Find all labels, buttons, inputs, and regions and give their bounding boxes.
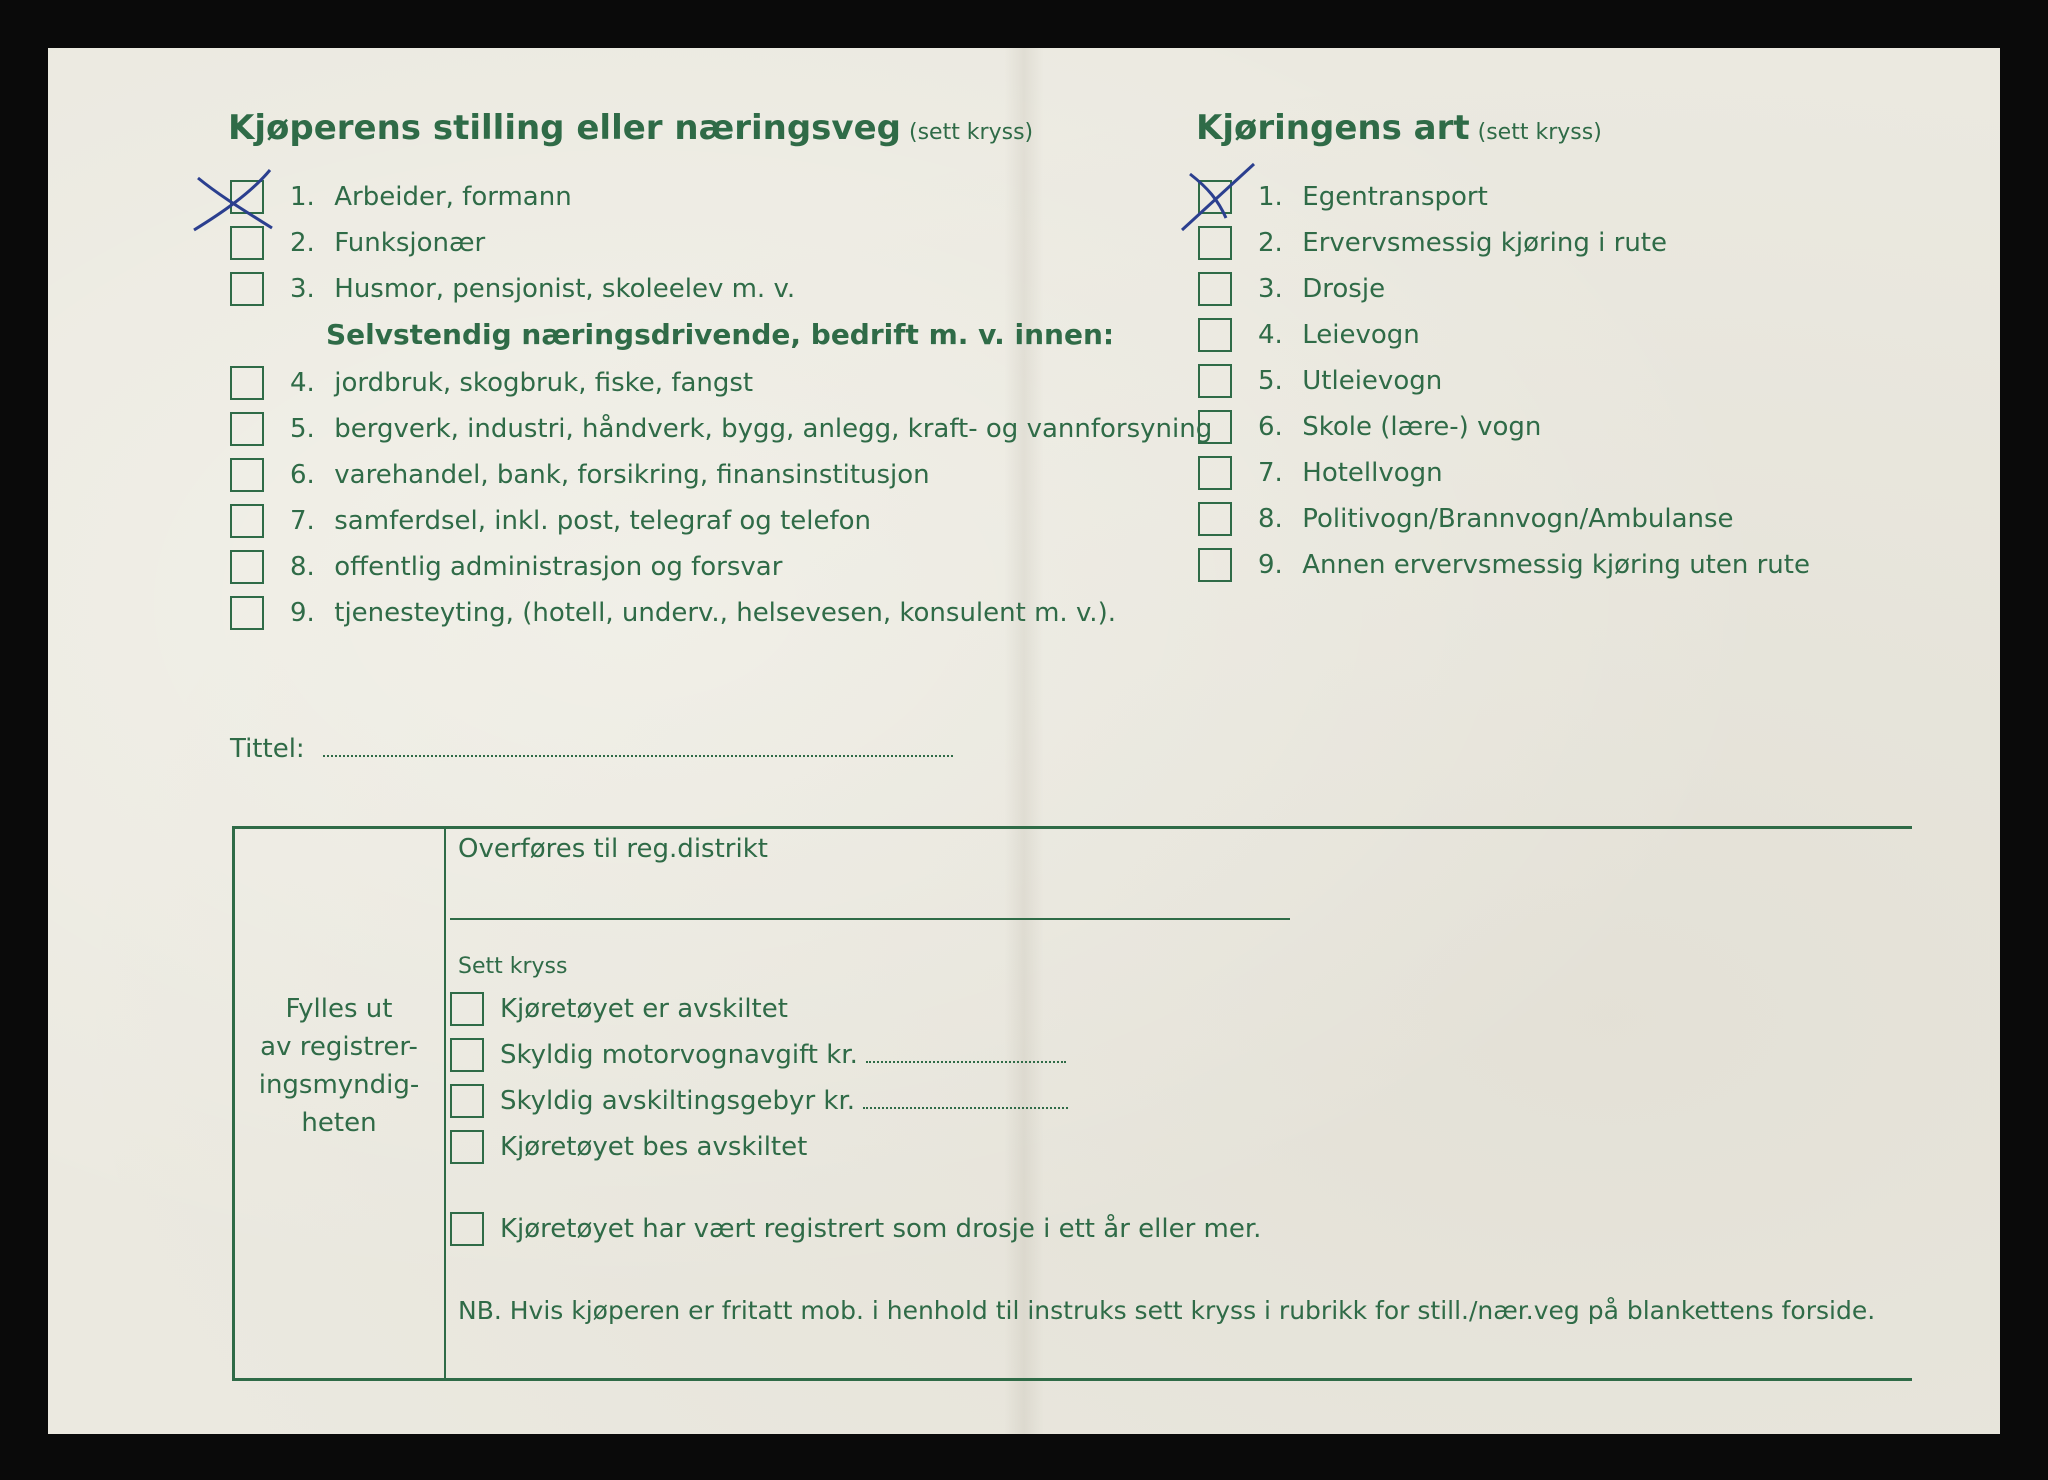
checkbox[interactable] bbox=[230, 458, 264, 492]
pen-cross-icon bbox=[1180, 160, 1264, 234]
option-label: tjenesteyting, (hotell, underv., helsevesen, konsulent m. v.). bbox=[334, 598, 1116, 628]
option-label: Politivogn/Brannvogn/Ambulanse bbox=[1302, 504, 1734, 534]
registry-column-divider bbox=[444, 826, 446, 1381]
checkbox[interactable] bbox=[1198, 410, 1232, 444]
option-number: 6. bbox=[290, 460, 315, 490]
checkbox[interactable] bbox=[1198, 272, 1232, 306]
buyer-occupation-heading bbox=[228, 108, 1033, 148]
option-label: Arbeider, formann bbox=[334, 182, 572, 212]
option-number: 6. bbox=[1258, 412, 1283, 442]
option-number: 2. bbox=[1258, 228, 1283, 258]
driving-type-heading-text: Kjøringens art bbox=[1196, 108, 1470, 148]
option-number: 1. bbox=[290, 182, 315, 212]
option-label: varehandel, bank, forsikring, finansinstitusjon bbox=[334, 460, 930, 490]
checkbox[interactable] bbox=[1198, 456, 1232, 490]
checkbox[interactable] bbox=[450, 1084, 484, 1118]
checkbox[interactable] bbox=[230, 226, 264, 260]
amount-dotted-line[interactable] bbox=[866, 1043, 1066, 1063]
checkbox[interactable] bbox=[1198, 548, 1232, 582]
option-label: offentlig administrasjon og forsvar bbox=[334, 552, 783, 582]
option-label: Skyldig avskiltingsgebyr kr. bbox=[500, 1086, 856, 1116]
checkbox[interactable] bbox=[230, 272, 264, 306]
nb-note: NB. Hvis kjøperen er fritatt mob. i henhold til instruks sett kryss i rubrikk for still./nær.veg på blankettens forside. bbox=[458, 1296, 1876, 1325]
side-label-line: av registrer- bbox=[260, 1032, 418, 1062]
amount-dotted-line[interactable] bbox=[863, 1089, 1068, 1109]
option-label: Utleievogn bbox=[1302, 366, 1443, 396]
option-number: 4. bbox=[290, 368, 315, 398]
option-number: 2. bbox=[290, 228, 315, 258]
option-label: Drosje bbox=[1302, 274, 1386, 304]
title-label: Tittel: bbox=[230, 734, 305, 764]
driving-type-heading bbox=[1196, 108, 1602, 148]
option-label: Hotellvogn bbox=[1302, 458, 1443, 488]
registry-side-label bbox=[234, 990, 444, 1142]
option-label: bergverk, industri, håndverk, bygg, anlegg, kraft- og vannforsyning bbox=[334, 414, 1213, 444]
option-number: 5. bbox=[1258, 366, 1283, 396]
checkbox[interactable] bbox=[1198, 318, 1232, 352]
checkbox[interactable] bbox=[230, 366, 264, 400]
registry-bottom-border bbox=[232, 1378, 1912, 1381]
checkbox[interactable] bbox=[230, 550, 264, 584]
option-number: 1. bbox=[1258, 182, 1283, 212]
registry-top-border bbox=[232, 826, 1912, 829]
option-number: 9. bbox=[290, 598, 315, 628]
transfer-label: Overføres til reg.distrikt bbox=[458, 834, 768, 864]
checkbox[interactable] bbox=[230, 596, 264, 630]
buyer-occupation-heading-note: (sett kryss) bbox=[908, 120, 1034, 145]
option-label: Annen ervervsmessig kjøring uten rute bbox=[1302, 550, 1810, 580]
checkbox[interactable] bbox=[450, 1130, 484, 1164]
option-label: Skole (lære-) vogn bbox=[1302, 412, 1542, 442]
option-label: Kjøretøyet bes avskiltet bbox=[500, 1132, 808, 1162]
checkbox[interactable] bbox=[450, 1212, 484, 1246]
checkbox[interactable] bbox=[450, 1038, 484, 1072]
option-label: Husmor, pensjonist, skoleelev m. v. bbox=[334, 274, 796, 304]
checkbox[interactable] bbox=[230, 504, 264, 538]
option-number: 5. bbox=[290, 414, 315, 444]
checkbox[interactable] bbox=[1198, 226, 1232, 260]
option-label: Egentransport bbox=[1302, 182, 1488, 212]
title-dotted-line bbox=[323, 737, 953, 757]
option-number: 3. bbox=[290, 274, 315, 304]
option-number: 4. bbox=[1258, 320, 1283, 350]
checkbox[interactable] bbox=[230, 412, 264, 446]
side-label-line: Fylles ut bbox=[285, 994, 393, 1024]
checkbox[interactable] bbox=[1198, 364, 1232, 398]
option-label: jordbruk, skogbruk, fiske, fangst bbox=[334, 368, 754, 398]
side-label-line: heten bbox=[301, 1108, 377, 1138]
option-label: Kjøretøyet har vært registrert som drosje i ett år eller mer. bbox=[500, 1214, 1262, 1244]
side-label-line: ingsmyndig- bbox=[258, 1070, 420, 1100]
form-sheet bbox=[48, 48, 2000, 1434]
driving-type-heading-note: (sett kryss) bbox=[1477, 120, 1602, 145]
option-number: 7. bbox=[290, 506, 315, 536]
self-employed-subheading: Selvstendig næringsdrivende, bedrift m. v. innen: bbox=[326, 318, 1115, 351]
option-label: Leievogn bbox=[1302, 320, 1420, 350]
sett-kryss-label: Sett kryss bbox=[458, 954, 568, 979]
option-label: samferdsel, inkl. post, telegraf og telefon bbox=[334, 506, 872, 536]
option-number: 8. bbox=[290, 552, 315, 582]
checkbox[interactable] bbox=[1198, 502, 1232, 536]
title-field[interactable] bbox=[230, 734, 953, 764]
transfer-line[interactable] bbox=[450, 918, 1290, 920]
buyer-occupation-heading-text: Kjøperens stilling eller næringsveg bbox=[228, 108, 901, 148]
option-number: 9. bbox=[1258, 550, 1283, 580]
checkbox[interactable] bbox=[450, 992, 484, 1026]
option-number: 3. bbox=[1258, 274, 1283, 304]
option-label: Kjøretøyet er avskiltet bbox=[500, 994, 788, 1024]
option-number: 7. bbox=[1258, 458, 1283, 488]
option-label: Skyldig motorvognavgift kr. bbox=[500, 1040, 858, 1070]
option-number: 8. bbox=[1258, 504, 1283, 534]
option-label: Ervervsmessig kjøring i rute bbox=[1302, 228, 1667, 258]
option-label: Funksjonær bbox=[334, 228, 486, 258]
